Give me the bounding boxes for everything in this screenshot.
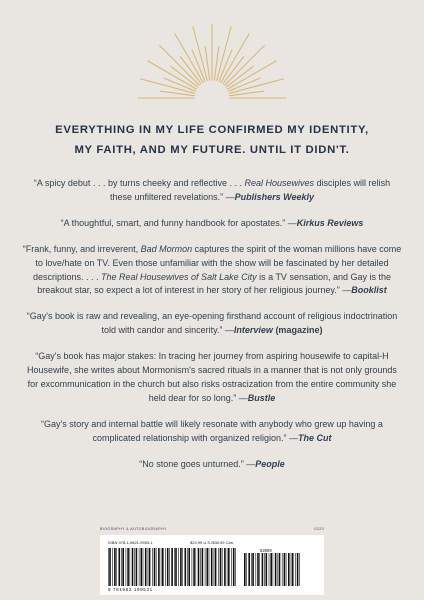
sunburst-ray	[217, 27, 231, 81]
blurb-source: Booklist	[351, 285, 387, 296]
blurb-source: The Cut	[298, 432, 332, 443]
barcode-bar	[244, 553, 246, 586]
barcode-bar	[143, 548, 144, 586]
barcode-bar	[165, 548, 166, 586]
barcode-bar	[162, 548, 164, 586]
sunburst-ray	[141, 79, 195, 93]
barcode-bar	[122, 548, 124, 586]
barcode-bar	[228, 548, 230, 586]
barcode-bar	[259, 553, 260, 586]
barcode-bar	[202, 548, 204, 586]
barcode-bar	[174, 548, 175, 586]
headline-line-1: EVERYTHING IN MY LIFE CONFIRMED MY IDENTITY,	[55, 124, 369, 136]
barcode-bar	[205, 548, 206, 586]
barcode-bar	[282, 553, 283, 586]
barcode-bar	[182, 548, 183, 586]
barcode-bar	[167, 548, 169, 586]
barcode-bar	[141, 548, 143, 586]
sunburst-ray	[229, 79, 283, 93]
barcode-bar	[149, 548, 151, 586]
barcode-bar	[257, 553, 259, 586]
blurb-kirkus: “A thoughtful, smart, and funny handbook for apostates.” —Kirkus Reviews	[60, 217, 364, 228]
barcode-bar	[185, 548, 187, 586]
barcode-area	[100, 527, 324, 597]
blurb-bustle: “Gay's book has major stakes: In tracing her journey from aspiring housewife to capital-H Housewife, she writes about Mormonism's sacred rituals in a manner that is not only grounds for excommunication in the church but also risks ostracization from the entire community she held dear for so long.” —Bustle	[27, 351, 397, 403]
barcode-box	[100, 535, 324, 595]
barcode-bar	[178, 548, 179, 586]
barcode-bar	[108, 548, 109, 586]
blurb-source: Kirkus Reviews	[296, 217, 364, 228]
blurb-the-cut: “Gay's story and internal battle will likely resonate with anybody who grew up having a complicated relationship with organized religion.” —The Cut	[41, 418, 383, 443]
barcode-bar	[193, 548, 195, 586]
barcode-addon	[244, 553, 302, 586]
barcode-bar	[222, 548, 223, 586]
barcode-bar	[292, 553, 294, 586]
barcode-bar	[119, 548, 121, 586]
barcode-bar	[291, 553, 292, 586]
barcode-bar	[233, 548, 235, 586]
barcode-bar	[116, 548, 117, 586]
barcode-bar	[251, 553, 252, 586]
barcode-bar	[169, 548, 170, 586]
barcode-bar	[235, 548, 236, 586]
barcode-bar	[273, 553, 274, 586]
barcode-bar	[207, 548, 209, 586]
barcode-bar	[264, 553, 265, 586]
barcode-bar	[161, 548, 162, 586]
barcode-bar	[299, 553, 300, 586]
category-label: BIOGRAPHY & AUTOBIOGRAPHY	[100, 527, 167, 531]
barcode-bar	[156, 548, 157, 586]
barcode-bar	[266, 553, 268, 586]
barcode-bar	[270, 553, 272, 586]
barcode-bar	[114, 548, 116, 586]
isbn-label: ISBN 978-1-9821-9953-1	[108, 540, 153, 545]
price-label: $24.99 U.S./$35.99 Can.	[190, 540, 235, 545]
barcode-bar	[171, 548, 173, 586]
barcode-bar	[224, 548, 226, 586]
barcode-bar	[130, 548, 131, 586]
barcode-bar	[187, 548, 188, 586]
barcode-bar	[134, 548, 135, 586]
barcode-bar	[127, 548, 129, 586]
barcode-digits: 9 781982 199531	[108, 587, 153, 592]
barcode-bar	[252, 553, 254, 586]
barcode-bar	[218, 548, 219, 586]
pricing-code: 0223	[314, 527, 324, 531]
barcode-bar	[286, 553, 287, 586]
barcode-bar	[109, 548, 111, 586]
barcode-bar	[188, 548, 190, 586]
barcode-bar	[121, 548, 122, 586]
barcode-main	[108, 548, 236, 586]
blurb-source: Bustle	[247, 392, 276, 403]
sunburst-ornament	[132, 14, 292, 100]
barcode-bar	[297, 553, 299, 586]
barcode-bar	[175, 548, 177, 586]
barcode-bar	[275, 553, 277, 586]
barcode-bar	[198, 548, 200, 586]
barcode-bar	[279, 553, 281, 586]
barcode-bar	[256, 553, 257, 586]
barcode-bar	[231, 548, 232, 586]
barcode-bar	[154, 548, 156, 586]
blurb-booklist: “Frank, funny, and irreverent, Bad Mormon captures the spirit of the woman millions have come to love/hate on TV. Even those unfamiliar with the show will be fascinated by her detailed descriptions. . . . The Real Housewives of Salt Lake City is a TV sensation, and Gay is the breakout star, so expect a lot of interest in her story of her religious journey.” —Booklist	[22, 243, 402, 296]
barcode-bar	[211, 548, 213, 586]
barcode-bar	[262, 553, 264, 586]
blurb-publishers-weekly: “A spicy debut . . . by turns cheeky and reflective . . . Real Housewives disciples will relish these unfiltered revelations.” —Publishers Weekly	[33, 178, 391, 202]
barcode-bar	[132, 548, 134, 586]
barcode-bar	[136, 548, 138, 586]
blurb-source: People	[255, 458, 285, 469]
barcode-bar	[139, 548, 140, 586]
barcode-bar	[214, 548, 215, 586]
barcode-bar	[196, 548, 197, 586]
blurb-source: Publishers Weekly	[234, 191, 314, 202]
headline	[20, 120, 404, 160]
barcode-bar	[180, 548, 182, 586]
barcode-bar	[288, 553, 290, 586]
barcode-bar	[126, 548, 127, 586]
headline-line-2: MY FAITH, AND MY FUTURE. UNTIL IT DIDN'T.	[74, 144, 350, 156]
blurb-people: “No stone goes unturned.” —People	[139, 458, 285, 469]
barcode-bar	[152, 548, 153, 586]
barcode-bar	[269, 553, 270, 586]
barcode-bar	[284, 553, 286, 586]
blurb-source: Interview	[233, 325, 273, 336]
blurb-interview: “Gay's book is raw and revealing, an eye-opening firsthand account of religious indoctrination told with candor and sincerity.” —Interview (magazine)	[26, 311, 398, 336]
barcode-bar	[246, 553, 247, 586]
barcode-bar	[112, 548, 113, 586]
barcode-bar	[192, 548, 193, 586]
barcode-bar	[220, 548, 222, 586]
review-blurbs	[22, 177, 402, 484]
barcode-bar	[295, 553, 296, 586]
barcode-bar	[145, 548, 147, 586]
barcode-bar	[248, 553, 250, 586]
barcode-bar	[158, 548, 160, 586]
barcode-bar	[227, 548, 228, 586]
barcode-bar	[209, 548, 210, 586]
barcode-bar	[200, 548, 201, 586]
addon-digits: 52899	[260, 548, 272, 553]
sunburst-ray	[193, 27, 207, 81]
barcode-bar	[278, 553, 279, 586]
barcode-bar	[148, 548, 149, 586]
barcode-bar	[215, 548, 217, 586]
